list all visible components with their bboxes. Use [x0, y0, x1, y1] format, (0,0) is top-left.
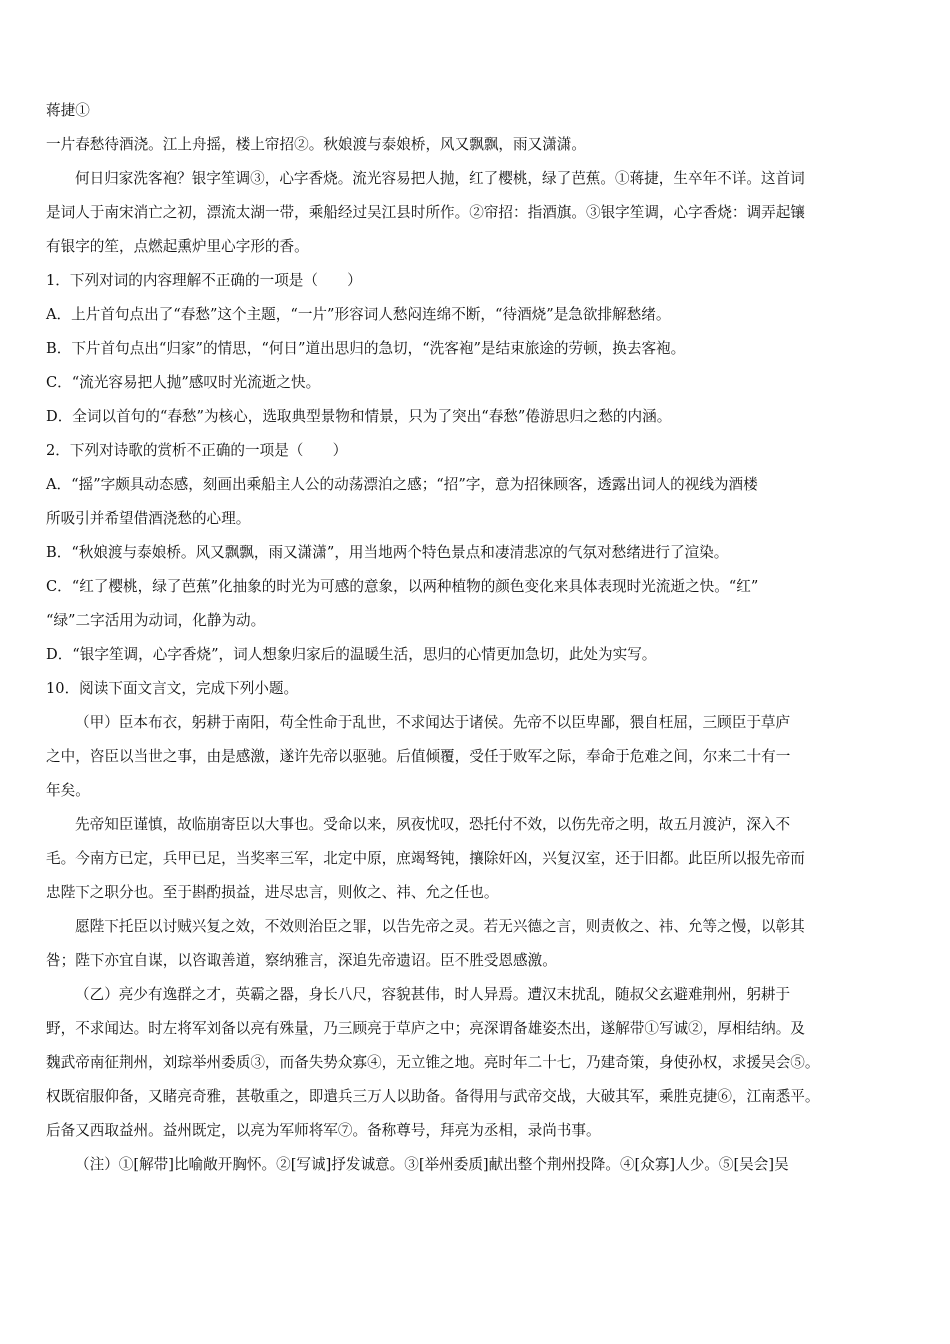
- passage-jia-line: （甲）臣本布衣，躬耕于南阳，苟全性命于乱世，不求闻达于诸侯。先帝不以臣卑鄙，猥自枉屈，三顾臣于草庐: [75, 714, 791, 731]
- question-2-option-c-cont: “绿”二字活用为动词，化静为动。: [46, 612, 266, 629]
- passage-yi-line: 后备又西取益州。益州既定，以亮为军师将军⑦。备称尊号，拜亮为丞相，录尚书事。: [46, 1122, 601, 1139]
- passage-jia-line: 先帝知臣谨慎，故临崩寄臣以大事也。受命以来，夙夜忧叹，恐托付不效，以伤先帝之明，故五月渡泸，深入不: [75, 816, 791, 833]
- passage-yi-line: 野，不求闻达。时左将军刘备以亮有殊量，乃三顾亮于草庐之中；亮深谓备雄姿杰出，遂解带①写诚②，厚相结纳。及: [46, 1020, 805, 1037]
- poem-note-line: 是词人于南宋消亡之初，漂流太湖一带，乘船经过吴江县时所作。②帘招：指酒旗。③银字笙调，心字香烧：调弄起镶: [46, 204, 805, 221]
- question-1-option-b: B．下片首句点出“归家”的情思，“何日”道出思归的急切，“洗客袍”是结束旅途的劳顿，换去客袍。: [46, 340, 686, 357]
- question-10-stem: 10．阅读下面文言文，完成下列小题。: [46, 680, 299, 697]
- passage-yi-line: （乙）亮少有逸群之才，英霸之器，身长八尺，容貌甚伟，时人异焉。遭汉末扰乱，随叔父玄避难荆州，躬耕于: [75, 986, 791, 1003]
- annotation-note: （注）①[解带]比喻敞开胸怀。②[写诚]抒发诚意。③[举州委质]献出整个荆州投降。④[众寡]人少。⑤[吴会]吴: [75, 1156, 789, 1173]
- passage-yi-line: 权既宿服仰备，又睹亮奇雅，甚敬重之，即遣兵三万人以助备。备得用与武帝交战，大破其军，乘胜克捷⑥，江南悉平。: [46, 1088, 820, 1105]
- poem-upper-stanza: 一片春愁待酒浇。江上舟摇，楼上帘招②。秋娘渡与泰娘桥，风又飘飘，雨又潇潇。: [46, 136, 586, 153]
- question-1-stem: 1．下列对词的内容理解不正确的一项是（ ）: [46, 272, 362, 289]
- passage-jia-line: 之中，咨臣以当世之事，由是感激，遂许先帝以驱驰。后值倾覆，受任于败军之际，奉命于危难之间，尔来二十有一: [46, 748, 791, 765]
- passage-jia-line: 忠陛下之职分也。至于斟酌损益，进尽忠言，则攸之、祎、允之任也。: [46, 884, 499, 901]
- poem-author: 蒋捷①: [46, 102, 90, 119]
- question-2-option-d: D．“银字笙调，心字香烧”，词人想象归家后的温暖生活，思归的心情更加急切，此处为实写。: [46, 646, 657, 663]
- passage-jia-line: 毛。今南方已定，兵甲已足，当奖率三军，北定中原，庶竭驽钝，攘除奸凶，兴复汉室，还于旧都。此臣所以报先帝而: [46, 850, 805, 867]
- question-1-option-c: C．“流光容易把人抛”感叹时光流逝之快。: [46, 374, 321, 391]
- document-page: [46, 94, 904, 1182]
- question-2-option-c: C．“红了樱桃，绿了芭蕉”化抽象的时光为可感的意象，以两种植物的颜色变化来具体表现时光流逝之快。“红”: [46, 578, 759, 595]
- question-1-option-d: D．全词以首句的“春愁”为核心，选取典型景物和情景，只为了突出“春愁”倦游思归之愁的内涵。: [46, 408, 672, 425]
- poem-note-line: 有银字的笙，点燃起熏炉里心字形的香。: [46, 238, 309, 255]
- passage-jia-line: 愿陛下托臣以讨贼兴复之效，不效则治臣之罪，以告先帝之灵。若无兴德之言，则责攸之、祎、允等之慢，以彰其: [75, 918, 805, 935]
- question-1-option-a: A．上片首句点出了“春愁”这个主题，“一片”形容词人愁闷连绵不断，“待酒烧”是急欲排解愁绪。: [46, 306, 671, 323]
- passage-yi-line: 魏武帝南征荆州，刘琮举州委质③，而备失势众寡④，无立锥之地。亮时年二十七，乃建奇策，身使孙权，求援吴会⑤。: [46, 1054, 820, 1071]
- question-2-option-b: B．“秋娘渡与泰娘桥。风又飘飘，雨又潇潇”，用当地两个特色景点和凄清悲凉的气氛对愁绪进行了渲染。: [46, 544, 729, 561]
- question-2-option-a: A．“摇”字颇具动态感，刻画出乘船主人公的动荡漂泊之感；“招”字，意为招徕顾客，透露出词人的视线为酒楼: [46, 476, 758, 493]
- passage-jia-line: 咎；陛下亦宜自谋，以咨诹善道，察纳雅言，深追先帝遗诏。臣不胜受恩感激。: [46, 952, 557, 969]
- passage-jia-line: 年矣。: [46, 782, 90, 799]
- poem-lower-stanza: 何日归家洗客袍？银字笙调③，心字香烧。流光容易把人抛，红了樱桃，绿了芭蕉。①蒋捷，生卒年不详。这首词: [75, 170, 805, 187]
- question-2-stem: 2．下列对诗歌的赏析不正确的一项是（ ）: [46, 442, 348, 459]
- question-2-option-a-cont: 所吸引并希望借酒浇愁的心理。: [46, 510, 251, 527]
